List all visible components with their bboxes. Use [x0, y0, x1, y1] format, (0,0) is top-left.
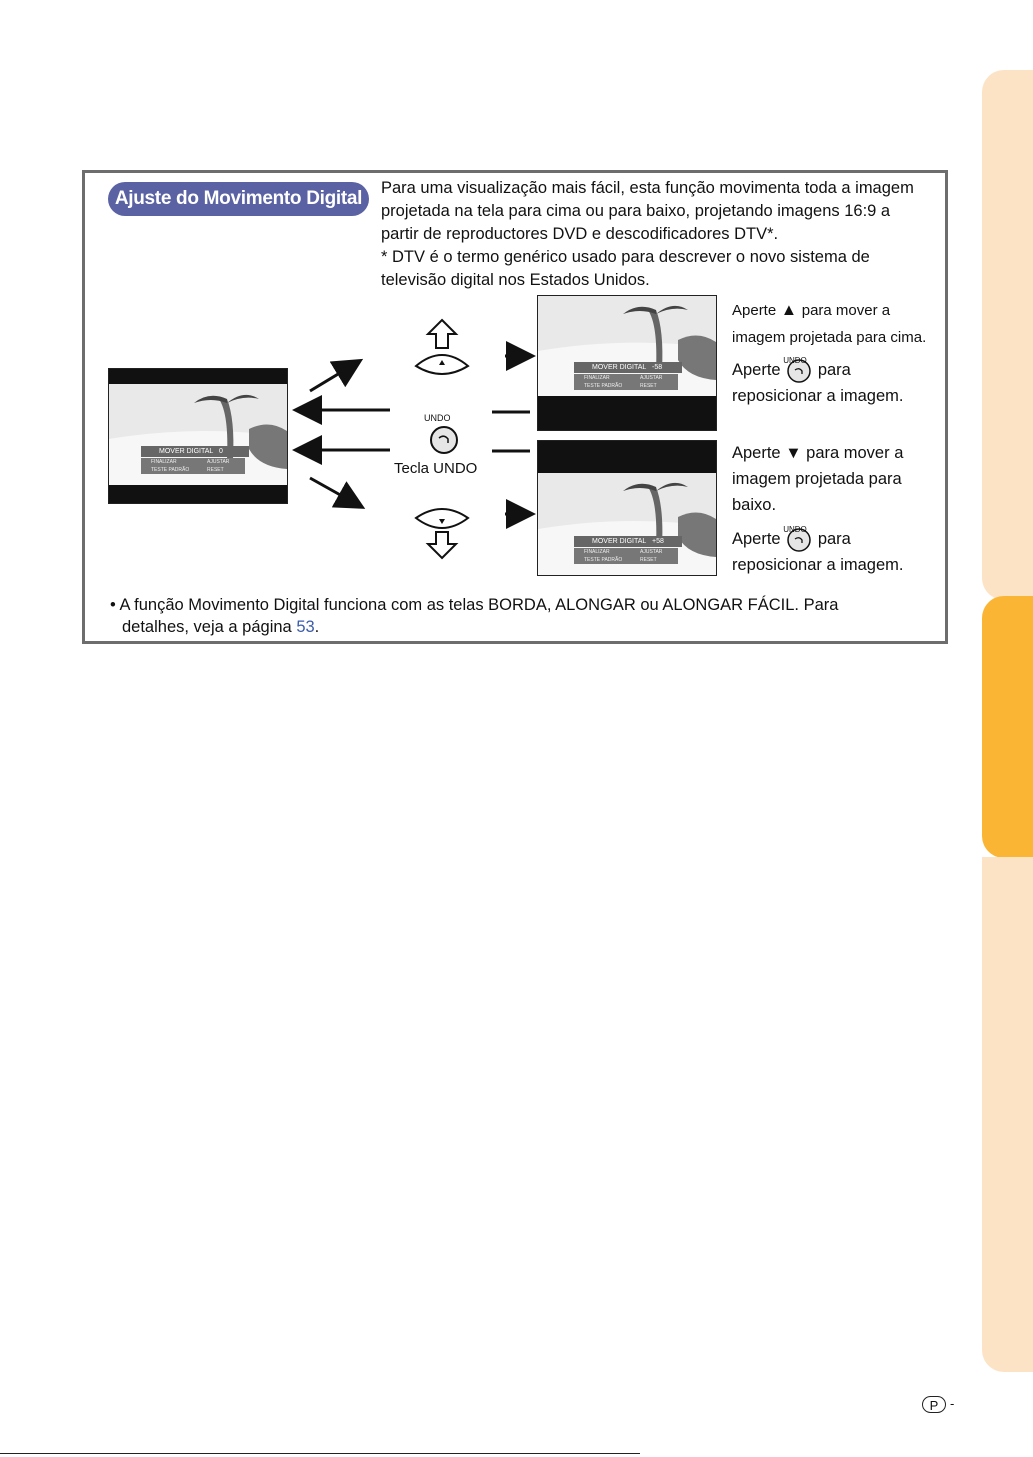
footnote: • A função Movimento Digital funciona com as telas BORDA, ALONGAR ou ALONGAR FÁCIL. Para detalhes, veja a página 53. — [110, 596, 839, 636]
description-line: partir de reproductores DVD e descodificadores DTV*. — [381, 225, 779, 243]
undo-key-label: Tecla UNDO — [394, 460, 478, 477]
osd-menu-title: MOVER DIGITAL 0 — [141, 446, 249, 457]
osd-menu-title: MOVER DIGITAL +58 — [574, 536, 682, 547]
side-tab-next — [982, 857, 1033, 1372]
description-line: projetada na tela para cima ou para baixo, projetando imagens 16:9 a — [381, 202, 891, 220]
undo-caption: UNDO — [424, 413, 451, 423]
description-line: Para uma visualização mais fácil, esta função movimenta toda a imagem — [381, 179, 914, 197]
up-arrow-icon — [428, 320, 456, 348]
language-badge: P — [922, 1396, 946, 1413]
panel-title: Ajuste do Movimento Digital — [108, 182, 369, 216]
osd-menu-options: FINALIZAR AJUSTAR TESTE PADRÃO RESET — [574, 548, 678, 564]
triangle-down-icon: ▼ — [785, 444, 802, 462]
osd-menu-options: FINALIZAR AJUSTAR TESTE PADRÃO RESET — [141, 458, 245, 474]
triangle-up-icon: ▲ — [780, 301, 798, 319]
up-key — [412, 318, 472, 380]
bottom-rule — [0, 1453, 640, 1454]
arrow-center-to-up — [310, 362, 358, 391]
instruction-up-undo: Aperte UNDO para reposicionar a imagem. — [732, 355, 904, 405]
osd-menu-title: MOVER DIGITAL -58 — [574, 362, 682, 373]
undo-key-icon: UNDO — [785, 528, 813, 552]
screen-normal — [108, 368, 288, 504]
osd-menu-options: FINALIZAR AJUSTAR TESTE PADRÃO RESET — [574, 374, 678, 390]
screen-shifted-down — [537, 440, 717, 576]
instruction-down: Aperte ▼ para mover a imagem projetada para baixo. — [732, 444, 904, 514]
screen-shifted-up — [537, 295, 717, 431]
description-line: televisão digital nos Estados Unidos. — [381, 271, 650, 289]
undo-key — [429, 425, 459, 455]
page-reference-link[interactable]: 53 — [296, 618, 315, 636]
page-number: - — [950, 1396, 955, 1411]
arrow-center-to-down — [310, 478, 360, 506]
instruction-down-undo: Aperte UNDO para reposicionar a imagem. — [732, 524, 904, 574]
down-arrow-icon — [428, 532, 456, 558]
instruction-up: Aperte ▲ para mover a imagem projetada para cima. — [732, 301, 927, 346]
description-line: * DTV é o termo genérico usado para descrever o novo sistema de — [381, 248, 870, 266]
down-key — [412, 504, 472, 560]
undo-key-icon: UNDO — [785, 359, 813, 383]
